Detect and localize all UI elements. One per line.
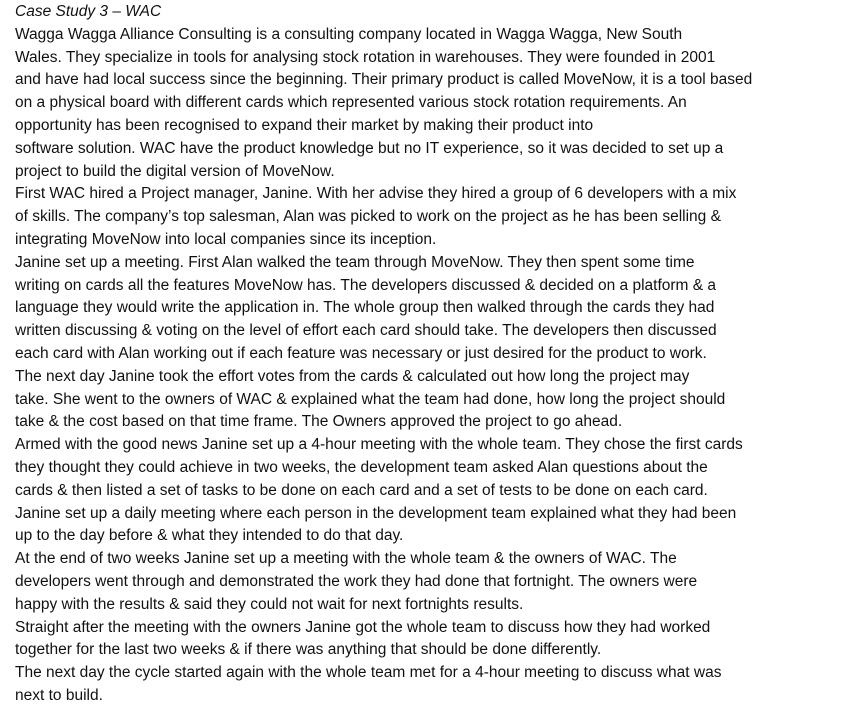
text-line-24: At the end of two weeks Janine set up a meeting with the whole team & the owners of WAC. The: [15, 550, 677, 568]
text-line-11: Janine set up a meeting. First Alan walked the team through MoveNow. They then spent some time: [15, 253, 695, 271]
text-line-2: Wales. They specialize in tools for analysing stock rotation in warehouses. They were founded in 2001: [15, 48, 716, 66]
text-line-8: First WAC hired a Project manager, Janine. With her advise they hired a group of 6 developers with a mix: [15, 185, 737, 203]
text-line-25: developers went through and demonstrated the work they had done that fortnight. The owners were: [15, 572, 698, 590]
text-line-14: written discussing & voting on the level of effort each card should take. The developers then discussed: [15, 322, 717, 340]
text-line-30: next to build.: [15, 686, 103, 704]
text-line-21: cards & then listed a set of tasks to be done on each card and a set of tests to be done on each card.: [15, 481, 708, 499]
text-line-6: software solution. WAC have the product knowledge but no IT experience, so it was decided to set up a: [15, 139, 724, 157]
text-line-13: language they would write the application in. The whole group then walked through the cards they had: [15, 299, 715, 317]
text-line-16: The next day Janine took the effort votes from the cards & calculated out how long the project may: [15, 367, 690, 385]
text-line-12: writing on cards all the features MoveNow has. The developers discussed & decided on a platform & a: [15, 276, 717, 294]
text-line-10: integrating MoveNow into local companies since its inception.: [15, 230, 437, 248]
text-line-3: and have had local success since the beginning. Their primary product is called MoveNow, it is a tool based: [15, 71, 753, 89]
text-line-9: of skills. The company’s top salesman, Alan was picked to work on the project as he has been selling &: [15, 208, 721, 226]
text-line-1: Wagga Wagga Alliance Consulting is a consulting company located in Wagga Wagga, New South: [15, 25, 683, 43]
document-title: Case Study 3 – WAC: [15, 3, 162, 20]
text-line-7: project to build the digital version of MoveNow.: [15, 162, 335, 180]
document: [15, 1, 845, 708]
text-line-15: each card with Alan working out if each feature was necessary or just desired for the product to work.: [15, 344, 707, 362]
text-line-22: Janine set up a daily meeting where each person in the development team explained what they had been: [15, 504, 737, 522]
text-line-26: happy with the results & said they could not wait for next fortnights results.: [15, 595, 524, 613]
text-line-20: they thought they could achieve in two weeks, the development team asked Alan questions about the: [15, 458, 708, 476]
text-line-27: Straight after the meeting with the owners Janine got the whole team to discuss how they had worked: [15, 618, 711, 636]
text-line-17: take. She went to the owners of WAC & explained what the team had done, how long the project should: [15, 390, 726, 408]
text-line-23: up to the day before & what they intended to do that day.: [15, 527, 404, 545]
text-line-19: Armed with the good news Janine set up a 4-hour meeting with the whole team. They chose the first cards: [15, 436, 743, 454]
text-line-4: on a physical board with different cards which represented various stock rotation requirements. An: [15, 94, 687, 112]
text-line-5: opportunity has been recognised to expand their market by making their product into: [15, 116, 594, 134]
text-line-29: The next day the cycle started again with the whole team met for a 4-hour meeting to discuss what was: [15, 664, 722, 682]
text-line-18: take & the cost based on that time frame. The Owners approved the project to go ahead.: [15, 413, 623, 431]
text-line-28: together for the last two weeks & if there was anything that should be done differently.: [15, 641, 602, 659]
